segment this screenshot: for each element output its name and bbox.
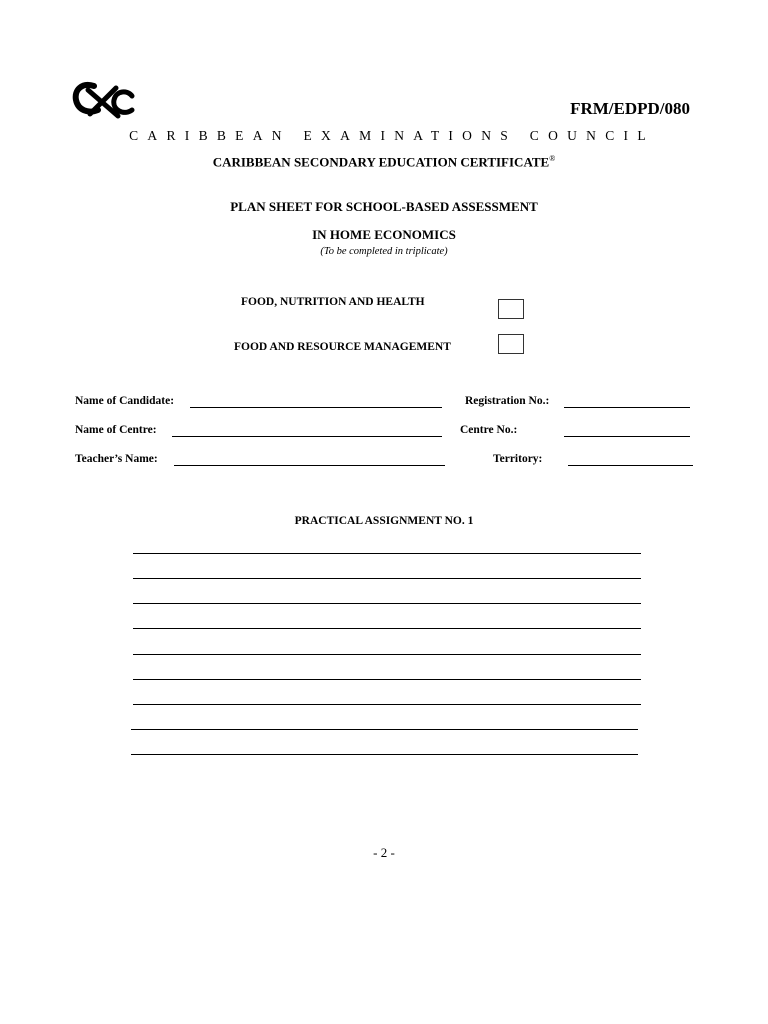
assignment-line[interactable] — [133, 627, 641, 629]
registration-no-label: Registration No.: — [465, 395, 550, 407]
assignment-line[interactable] — [133, 653, 641, 655]
centre-no-field[interactable] — [564, 424, 690, 437]
centre-name-label: Name of Centre: — [75, 424, 157, 436]
registered-mark: ® — [549, 154, 556, 163]
option-checkbox-fnh[interactable] — [498, 299, 524, 319]
plan-sheet-title: PLAN SHEET FOR SCHOOL-BASED ASSESSMENT — [230, 199, 538, 214]
assignment-line[interactable] — [133, 577, 641, 579]
page-number: - 2 - — [373, 845, 395, 860]
assignment-line[interactable] — [133, 703, 641, 705]
assignment-line[interactable] — [131, 753, 638, 755]
assignment-line[interactable] — [133, 552, 641, 554]
centre-name-field[interactable] — [172, 424, 442, 437]
subject-title: IN HOME ECONOMICS — [312, 227, 456, 242]
certificate-title — [0, 154, 768, 170]
form-code: FRM/EDPD/080 — [570, 99, 690, 118]
practical-assignment-title: PRACTICAL ASSIGNMENT NO. 1 — [294, 515, 474, 527]
territory-label: Territory: — [493, 453, 543, 465]
cxc-logo-icon — [72, 80, 136, 120]
teacher-name-field[interactable] — [174, 453, 445, 466]
council-name: CARIBBEAN EXAMINATIONS COUNCIL — [129, 128, 655, 143]
candidate-name-field[interactable] — [190, 395, 442, 408]
assignment-line[interactable] — [133, 678, 641, 680]
registration-no-field[interactable] — [564, 395, 690, 408]
triplicate-note: (To be completed in triplicate) — [320, 246, 448, 257]
option-checkbox-frm[interactable] — [498, 334, 524, 354]
assignment-line[interactable] — [131, 728, 638, 730]
territory-field[interactable] — [568, 453, 693, 466]
centre-no-label: Centre No.: — [460, 424, 518, 436]
teacher-name-label: Teacher’s Name: — [75, 453, 158, 465]
option-label-frm: FOOD AND RESOURCE MANAGEMENT — [234, 341, 451, 353]
assignment-line[interactable] — [133, 602, 641, 604]
option-label-fnh: FOOD, NUTRITION AND HEALTH — [241, 296, 425, 308]
certificate-text: CARIBBEAN SECONDARY EDUCATION CERTIFICATE — [212, 154, 550, 170]
candidate-name-label: Name of Candidate: — [75, 395, 175, 407]
